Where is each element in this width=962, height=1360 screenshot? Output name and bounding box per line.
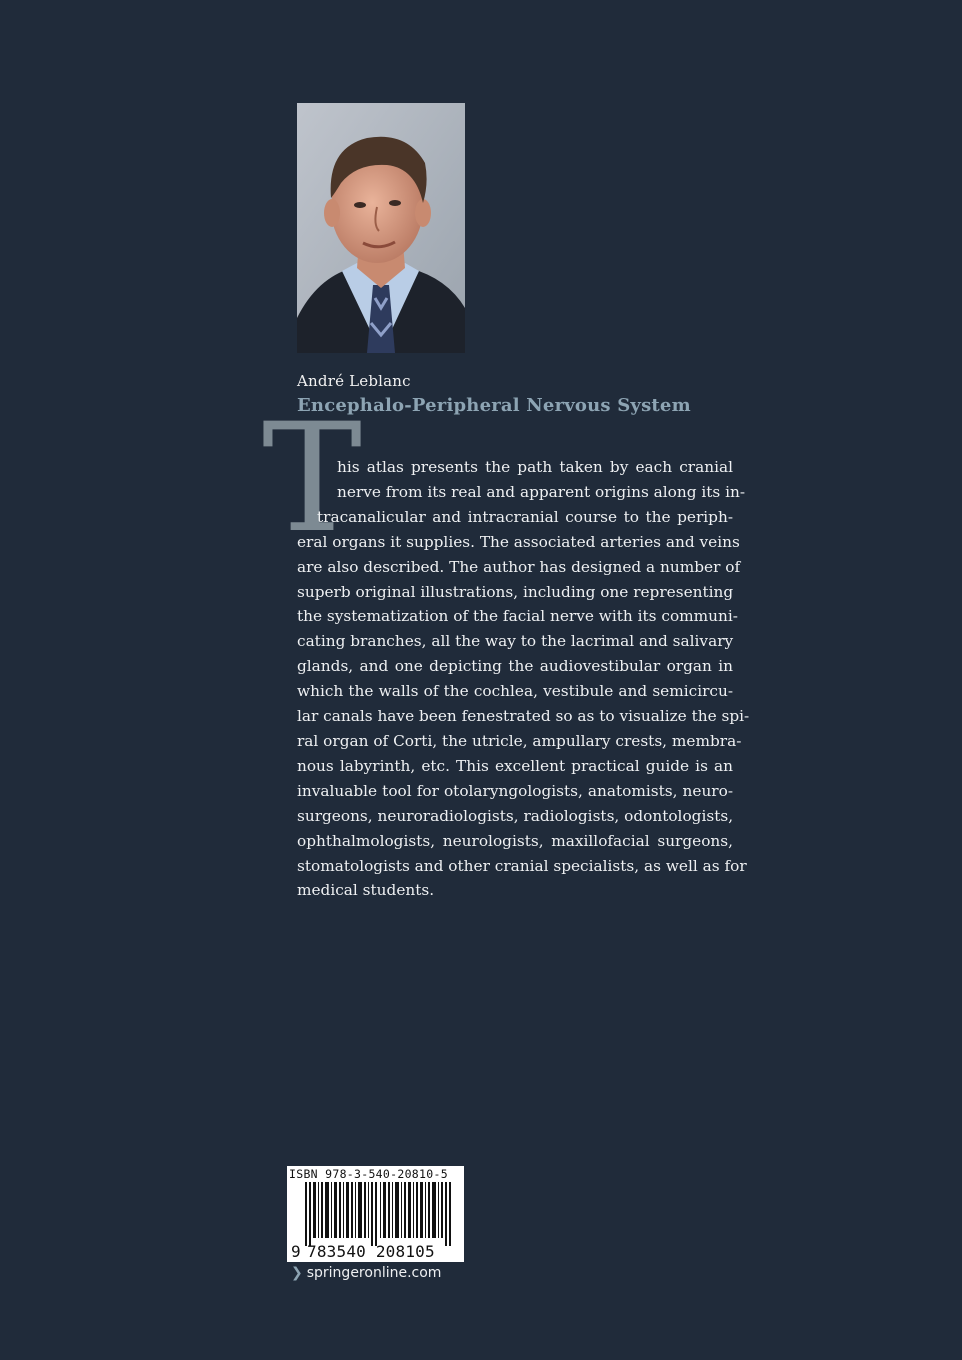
isbn-barcode [287, 1166, 464, 1262]
description-line: glands, and one depicting the audiovestibular organ in [297, 657, 733, 676]
author-name: André Leblanc [297, 372, 411, 390]
description-line: ophthalmologists, neurologists, maxillofacial surgeons, [297, 831, 733, 850]
description-text [297, 455, 750, 903]
author-photo [297, 103, 465, 353]
description-line: ral organ of Corti, the utricle, ampullary crests, membra- [297, 731, 742, 750]
description-line: his atlas presents the path taken by each cranial [337, 458, 733, 476]
description-line: the systematization of the facial nerve with its communi- [297, 607, 738, 626]
description-line: medical students. [297, 881, 435, 900]
description-line: which the walls of the cochlea, vestibule and semicircu- [297, 682, 733, 701]
description-line: nerve from its real and apparent origins along its in- [337, 482, 746, 501]
ean-first-digit: 9 [291, 1242, 301, 1261]
description-line: superb original illustrations, including one representing [297, 582, 734, 601]
description-line: invaluable tool for otolaryngologists, anatomists, neuro- [297, 781, 733, 800]
website-text: springeronline.com [306, 1265, 442, 1281]
isbn-label: ISBN 978-3-540-20810-5 [289, 1167, 448, 1181]
description-line: stomatologists and other cranial specialists, as well as for [297, 856, 747, 875]
description-line: lar canals have been fenestrated so as to visualize the spi- [297, 707, 750, 726]
chevron-right-icon: ❯ [291, 1265, 303, 1281]
barcode-bars [305, 1182, 455, 1246]
publisher-website[interactable] [291, 1265, 441, 1281]
description-line: cating branches, all the way to the lacrimal and salivary [297, 632, 734, 651]
ean-digits: 783540 208105 [307, 1242, 435, 1261]
description-line: nous labyrinth, etc. This excellent practical guide is an [297, 756, 733, 775]
drop-cap: T [262, 392, 363, 566]
description-line: eral organs it supplies. The associated arteries and veins [297, 532, 740, 551]
description-line: tracanalicular and intracranial course to the periph- [317, 507, 733, 526]
description-line: are also described. The author has designed a number of [297, 557, 741, 576]
book-title: Encephalo-Peripheral Nervous System [297, 395, 691, 416]
description-line: surgeons, neuroradiologists, radiologists, odontologists, [297, 806, 734, 825]
